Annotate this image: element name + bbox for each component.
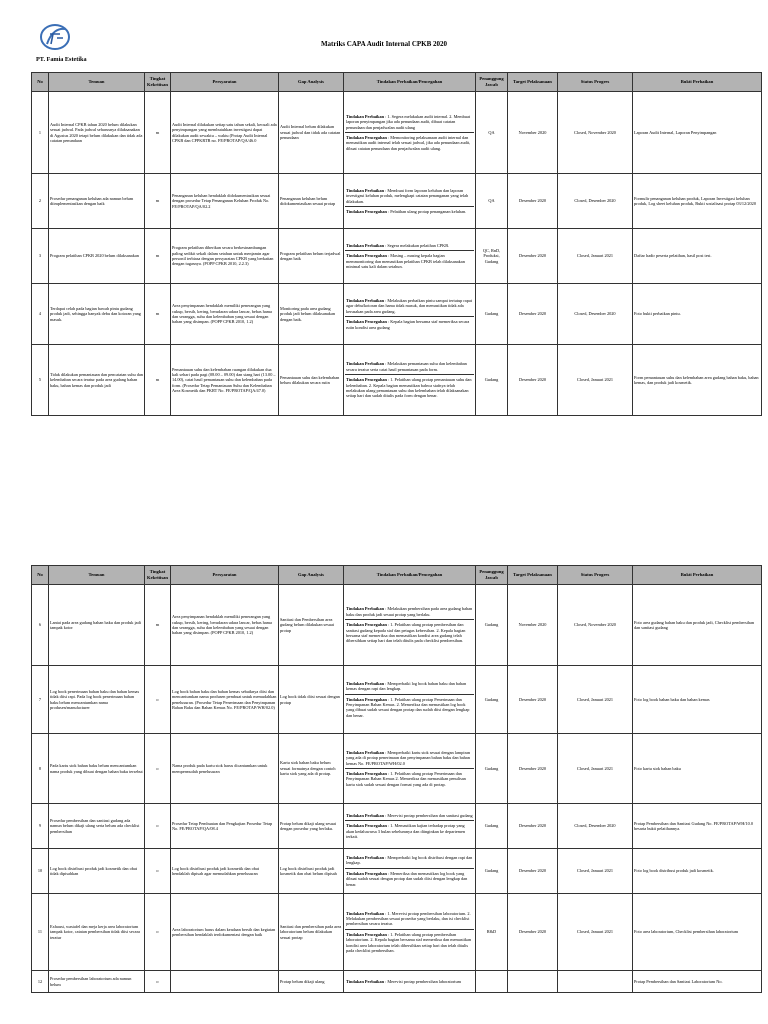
tindakan-pencegahan: [345, 694, 474, 720]
table-row: [32, 804, 762, 849]
cell-temuan: Pada kartu stok bahan baku belum mencantumkan nama produk yang dibuat dengan bahan baku tersebut: [49, 734, 145, 804]
column-header-target: Target Pelaksanaan: [508, 566, 558, 585]
cell-no: 11: [32, 894, 49, 971]
cell-no: 4: [32, 284, 49, 345]
tindakan-perbaikan: [345, 604, 474, 619]
column-header-bukti: Bukti Perbaikan: [633, 73, 762, 92]
tindakan-pencegahan: [345, 929, 474, 955]
cell-status: Closed, Desember 2020: [558, 284, 633, 345]
cell-temuan: Tidak dilakukan pemantauan dan pencatatan suhu dan kelembaban secara teratur pada area gudang bahan baku, bahan kemas dan produk jadi: [49, 345, 145, 416]
cell-persyaratan: Area penyimpanan hendaklah memiliki penerangan yang cukup, bersih, kering, berudaran udara lancar, bebas hama dan serangga, suhu dan kelembaban yang sesuai dengan bahan yang disimpan. (POPP CPKB 2010, 1.2): [171, 585, 279, 666]
tindakan-pencegahan: [345, 250, 474, 271]
column-header-kritis: Tingkat Kekritisan: [145, 73, 171, 92]
cell-kritis: m: [145, 284, 171, 345]
cell-temuan: Audit Internal CPKB tahun 2020 belum dilakukan sesuai jadwal. Pada jadwal seharusnya dilaksanakan di Agustus 2020 tetapi belum dilakukan dan tidak ada catatan penundaan: [49, 92, 145, 174]
tindakan-perbaikan-label: Tindakan Perbaikan: [346, 812, 385, 818]
cell-persyaratan: Audit Internal dilakukan setiap satu tahun sekali, kecuali ada penyimpangan yang membutuhkan investigasi dapat dilakukan audit sewaktu – waktu (Protap Audit Internal CPKB dan CPPKRTB no. FE/PROTAP/QA/46.0: [171, 92, 279, 174]
tindakan-pencegahan-label: Tindakan Pencegahan: [346, 823, 387, 829]
cell-status: Closed, Januari 2021: [558, 894, 633, 971]
tindakan-perbaikan-label: Tindakan Perbaikan: [346, 680, 385, 686]
cell-status: [558, 971, 633, 993]
cell-persyaratan: Nama produk pada kartu stok harus dicantumkan untuk mempermudah penelusuran: [171, 734, 279, 804]
cell-status: Closed, November 2020: [558, 92, 633, 174]
tindakan-perbaikan-label: Tindakan Perbaikan: [346, 855, 385, 861]
tindakan-pencegahan-label: Tindakan Pencegahan: [346, 696, 387, 702]
cell-pj: Gudang: [476, 734, 508, 804]
tindakan-pencegahan: [345, 374, 474, 400]
column-header-temuan: Temuan: [49, 566, 145, 585]
column-header-pj: Penanggung Jawab: [476, 73, 508, 92]
tindakan-perbaikan: [345, 186, 474, 206]
cell-persyaratan: Log book distribusi produk jadi kosmetik dan obat hendaklah dipisah agar memudahkan penelusuran: [171, 849, 279, 894]
tindakan-perbaikan-label: Tindakan Perbaikan: [346, 606, 385, 612]
tindakan-pencegahan-text: : 1. Pelatihan ulang protap Penerimaan dan Penyimpanan Bahan Kemas. 2. Memeriksa dan memastikan log book yang dibuat sudah sesuai dengan protap dan sudah diisi dengan lengkap dan benar.: [346, 696, 470, 718]
cell-no: 6: [32, 585, 49, 666]
cell-kritis: m: [145, 345, 171, 416]
tindakan-pencegahan-text: : Memonitoring pelaksanaan audit internal dan memastikan audit internal telah sesuai jadwal, jika ada penundaan audit, dibuat catatan penundaan dan penjadwalan audit ulang.: [346, 135, 471, 151]
cell-no: 1: [32, 92, 49, 174]
tindakan-pencegahan-label: Tindakan Pencegahan: [346, 931, 387, 937]
cell-tindakan: [344, 229, 476, 284]
cell-bukti: Protap Pembersihan dan Sanitasi Laboratorium No.: [633, 971, 762, 993]
cell-temuan: Terdapat celah pada bagian bawah pintu gudang produk jadi, sehingga banyak debu dan kotoran yang masuk.: [49, 284, 145, 345]
column-header-status: Status Progres: [558, 73, 633, 92]
tindakan-perbaikan-text: : Memperbaiki kartu stok sesuai dengan lampiran yang ada di protap penerimaan dan penyimpanan bahan baku dan bahan kemas No. FE/PROTAP/WH/02.0: [346, 749, 471, 766]
tindakan-pencegahan-label: Tindakan Pencegahan: [346, 771, 387, 776]
cell-tindakan: [344, 284, 476, 345]
cell-gap: Protap belum dikaji ulang: [279, 971, 344, 993]
cell-gap: Sanitasi dan Pembersihan area gudang belum dilakukan sesuai protap: [279, 585, 344, 666]
tindakan-perbaikan-label: Tindakan Perbaikan: [346, 910, 385, 916]
cell-status: Closed, Januari 2021: [558, 345, 633, 416]
table-row: [32, 734, 762, 804]
table-row: [32, 971, 762, 993]
cell-persyaratan: Area laboratorium harus dalam keadaan bersih dan kegiatan pembersihan hendaklah terdokumentasi dengan baik: [171, 894, 279, 971]
tindakan-perbaikan-text: : Melakukan perbaikan pintu sampai tertutup rapat agar debu/kotoran dan hama tidak masuk, dan memastikan tidak ada kerusakan pada area gudang.: [346, 298, 472, 314]
cell-status: Closed, Desember 2020: [558, 804, 633, 849]
tindakan-pencegahan-label: Tindakan Pencegahan: [346, 622, 387, 628]
tindakan-perbaikan: [345, 359, 474, 374]
cell-target: November 2020: [508, 585, 558, 666]
cell-persyaratan: Program pelatihan diberikan secara berkesinambungan paling sedikit sekali dalam setahun untuk menjamin agar personil terbiasa dengan persyaratan CPKB yang berkaitan dengan tugasnya. (POPP CPKB 2010, 2.2.3): [171, 229, 279, 284]
cell-target: November 2020: [508, 92, 558, 174]
cell-temuan: Prosedur penanganan keluhan ada namun belum diimplementasikan dengan baik: [49, 174, 145, 229]
table-row: [32, 174, 762, 229]
cell-no: 5: [32, 345, 49, 416]
cell-persyaratan: Prosedur Tetap Pembuatan dan Pengkajian Prosedur Tetap No. FE/PROTAP/QA/08.4: [171, 804, 279, 849]
cell-tindakan: [344, 174, 476, 229]
tindakan-perbaikan-text: : Merevisi protap pembersihan dan sanitasi gudang: [385, 812, 473, 818]
cell-tindakan: [344, 894, 476, 971]
cell-target: Desember 2020: [508, 666, 558, 734]
tindakan-perbaikan-label: Tindakan Perbaikan: [346, 113, 385, 119]
tindakan-perbaikan-label: Tindakan Perbaikan: [346, 298, 385, 304]
tindakan-perbaikan-text: : Memperbaiki log book bahan baku dan bahan kemas dengan rapi dan lengkap.: [346, 680, 467, 692]
cell-bukti: Foto log book distribusi produk jadi kosmetik.: [633, 849, 762, 894]
header-row: [32, 566, 762, 585]
cell-pj: QA: [476, 92, 508, 174]
cell-status: Closed, Januari 2021: [558, 229, 633, 284]
tindakan-pencegahan-text: : Pelatihan ulang protap penanganan keluhan.: [387, 208, 467, 214]
cell-status: Closed, November 2020: [558, 585, 633, 666]
cell-no: 9: [32, 804, 49, 849]
cell-kritis: o: [145, 804, 171, 849]
tindakan-perbaikan: [345, 679, 474, 694]
cell-kritis: o: [145, 666, 171, 734]
column-header-target: Target Pelaksanaan: [508, 73, 558, 92]
tindakan-perbaikan-text: : 1. Merevisi protap pembersihan laboratorium. 2. Melakukan pembersihan sesuai prosedur yang berlaku, dan isi checklist pembersihan secara teratur.: [346, 910, 471, 927]
tindakan-pencegahan: [345, 768, 474, 789]
tindakan-perbaikan: [345, 748, 474, 768]
cell-pj: Gudang: [476, 666, 508, 734]
cell-bukti: Formulir penanganan keluhan produk, Laporan Investigasi keluhan produk, Log sheet keluhan produk, Bukti sosialisasi protap 03/12/2020: [633, 174, 762, 229]
column-header-persyaratan: Persyaratan: [171, 566, 279, 585]
table-row: [32, 284, 762, 345]
tindakan-pencegahan-text: : 1. Pelatihan ulang protap pembersihan laboratorium. 2. Kepala bagian bersama staf memeriksa dan memastikan kondisi area laboratorium telah dibersihkan setiap hari dan telah ditulis pada checklist pembersihan.: [346, 931, 472, 953]
cell-kritis: m: [145, 174, 171, 229]
cell-gap: Pemantauan suhu dan kelembaban belum dilakukan secara rutin: [279, 345, 344, 416]
cell-no: 12: [32, 971, 49, 993]
tindakan-perbaikan-label: Tindakan Perbaikan: [346, 242, 385, 248]
header-row: [32, 73, 762, 92]
cell-target: Desember 2020: [508, 804, 558, 849]
cell-pj: Gudang: [476, 345, 508, 416]
tindakan-pencegahan-label: Tindakan Pencegahan: [346, 319, 387, 325]
cell-tindakan: [344, 804, 476, 849]
table-row: [32, 666, 762, 734]
cell-kritis: o: [145, 894, 171, 971]
cell-gap: Log book distribusi produk jadi kosmetik dan obat belum dipisah: [279, 849, 344, 894]
tindakan-perbaikan-text: : Membuat form laporan keluhan dan laporan investigasi keluhan produk, melengkapi catatan penanganan yang telah dilakukan.: [346, 187, 469, 204]
cell-bukti: Foto bukti perbaikan pintu.: [633, 284, 762, 345]
cell-no: 8: [32, 734, 49, 804]
tindakan-perbaikan: [345, 241, 474, 250]
cell-temuan: Log book distribusi produk jadi kosmetik dan obat tidak dipisahkan: [49, 849, 145, 894]
cell-target: [508, 971, 558, 993]
cell-no: 7: [32, 666, 49, 734]
table-row: [32, 229, 762, 284]
tindakan-pencegahan-text: : 1. Memastikan kajian terhadap protap yang akan kedaluwarsa 3 bulan sebelumnya dan diinginkan ke departemen terkait.: [346, 823, 466, 839]
cell-gap: Monitoring pada area gudang produk jadi belum dilaksanakan dengan baik.: [279, 284, 344, 345]
table-row: [32, 849, 762, 894]
cell-temuan: Program pelatihan CPKB 2020 belum dilaksanakan: [49, 229, 145, 284]
cell-temuan: Exhaust, wastafel dan meja kerja area laboratorium tampak kotor, catatan pembersihan tidak diisi secara teratur: [49, 894, 145, 971]
cell-persyaratan: Penanganan keluhan hendaklah didokumentasikan sesuai dengan prosedur Tetap Penanganan Keluhan Produk No. FE/PROTAP/QA/02.2: [171, 174, 279, 229]
tindakan-perbaikan-text: : Segera melakukan pelatihan CPKB.: [385, 242, 450, 248]
cell-persyaratan: Log book bahan baku dan bahan kemas sebaiknya diisi dan mencantumkan nama produsen pembuat untuk memudahkan penelusuran. (Prosedur Tetap Penerimaan dan Penyimpanan Bahan Baku dan Bahan Kemas No. FE/PROTAP/WH/02.0): [171, 666, 279, 734]
cell-no: 10: [32, 849, 49, 894]
cell-bukti: Laporan Audit Internal, Laporan Penyimpangan: [633, 92, 762, 174]
tindakan-pencegahan-text: : Memeriksa dan memastikan log book yang dibuat sudah sesuai dengan protap dan sudah diisi dengan lengkap dan benar.: [346, 870, 468, 887]
cell-tindakan: [344, 734, 476, 804]
cell-gap: Penanganan keluhan belum didokumentasikan sesuai protap: [279, 174, 344, 229]
tindakan-pencegahan: [345, 206, 474, 216]
cell-status: Closed, Januari 2021: [558, 734, 633, 804]
tindakan-perbaikan-label: Tindakan Perbaikan: [346, 978, 385, 984]
cell-kritis: o: [145, 734, 171, 804]
tindakan-pencegahan-text: : Masing – masing kepala bagian memmonitoring dan memastikan pelatihan CPKB telah dilaksanakan minimal satu kali dalam setahun.: [346, 253, 465, 269]
tindakan-perbaikan: [345, 977, 474, 986]
tindakan-pencegahan: [345, 619, 474, 645]
cell-no: 2: [32, 174, 49, 229]
cell-gap: Kartu stok bahan baku belum sesuai formatnya dengan contoh kartu stok yang ada di protap.: [279, 734, 344, 804]
capa-table-1: [31, 72, 762, 416]
cell-gap: Program pelatihan belum terjadwal dengan baik: [279, 229, 344, 284]
column-header-no: No: [32, 73, 49, 92]
column-header-temuan: Temuan: [49, 73, 145, 92]
cell-target: Desember 2020: [508, 284, 558, 345]
cell-persyaratan: [171, 971, 279, 993]
cell-gap: Audit Internal belum dilakukan sesuai jadwal dan tidak ada catatan penundaan: [279, 92, 344, 174]
cell-tindakan: [344, 92, 476, 174]
cell-pj: Gudang: [476, 849, 508, 894]
company-name: PT. Famia Estetika: [36, 56, 87, 63]
tindakan-pencegahan-text: : 1. Pelatihan ulang protap pembersihan dan sanitasi gudang kepada staf dan petugas kebersihan. 2. Kepala bagian bersama staf memeriksa dan memastikan kondisi area gudang telah dibersihkan setiap hari dan telah ditulis pada checklist pembersihan.: [346, 622, 466, 644]
cell-persyaratan: Pemantauan suhu dan kelembaban ruangan dilakukan dua kali sehari pada pagi (08.00 – 09.00) dan siang hari (13.00 – 14.00), catat hasil pemantauan suhu dan kelembaban pada form. (Prosedur Tetap Pemantauan Suhu dan Kelembaban Area Kosmetik dan PKRT No. FE/PROTAP/QA/47.0): [171, 345, 279, 416]
tindakan-perbaikan-text: : Melakukan pembersihan pada area gudang bahan baku dan produk jadi sesuai protap yang berlaku.: [346, 606, 473, 617]
tindakan-perbaikan-label: Tindakan Perbaikan: [346, 187, 385, 193]
column-header-gap: Gap Analysis: [279, 566, 344, 585]
cell-pj: Gudang: [476, 804, 508, 849]
column-header-status: Status Progres: [558, 566, 633, 585]
tindakan-perbaikan-text: : Memperbaiki log book distribusi dengan rapi dan lengkap.: [346, 855, 473, 866]
table-row: [32, 894, 762, 971]
tindakan-pencegahan: [345, 820, 474, 841]
tindakan-perbaikan: [345, 853, 474, 868]
table-row: [32, 92, 762, 174]
column-header-pj: Penanggung Jawab: [476, 566, 508, 585]
table-row: [32, 585, 762, 666]
cell-pj: R&D: [476, 894, 508, 971]
cell-temuan: Log book penerimaan bahan baku dan bahan kemas tidak diisi rapi. Pada log book penerimaan bahan baku belum mencantumkan nama produsen/manufacturer: [49, 666, 145, 734]
tindakan-perbaikan: [345, 112, 474, 132]
tindakan-perbaikan: [345, 909, 474, 929]
tindakan-pencegahan: [345, 132, 474, 153]
cell-tindakan: [344, 585, 476, 666]
cell-pj: QC, RnD, Produksi, Gudang: [476, 229, 508, 284]
cell-target: Desember 2020: [508, 849, 558, 894]
tindakan-perbaikan-text: : 1. Segera melakukan audit internal. 2. Membuat laporan penyimpangan jika ada penundaan audit, dibuat catatan penundaan dan penjadwalan audit ulang: [346, 113, 471, 130]
tindakan-perbaikan-text: : Merevisi protap pembersihan laboratorium: [385, 978, 461, 984]
cell-no: 3: [32, 229, 49, 284]
cell-bukti: Foto log book bahan baku dan bahan kemas: [633, 666, 762, 734]
capa-table-2: [31, 565, 762, 993]
cell-temuan: Lantai pada area gudang bahan baku dan produk jadi tampak kotor: [49, 585, 145, 666]
tindakan-perbaikan: [345, 811, 474, 820]
column-header-persyaratan: Persyaratan: [171, 73, 279, 92]
cell-target: Desember 2020: [508, 734, 558, 804]
cell-bukti: Protap Pembersihan dan Sanitasi Gudang No. FE/PROTAP/WH/10.0 besarta bukti pelatihannya.: [633, 804, 762, 849]
cell-tindakan: [344, 849, 476, 894]
cell-bukti: Foto area laboratorium, Checklist pembersihan laboratorium: [633, 894, 762, 971]
cell-kritis: m: [145, 585, 171, 666]
tindakan-pencegahan-text: : 1. Pelatihan ulang protap pemantauan suhu dan kelembaban. 2. Kepala bagian memastikan bahwa stafnya telah melakukan ulang pemantauan suhu dan kelembaban telah dilaksanakan setiap hari dan sudah ditulis pada form dengan benar.: [346, 377, 472, 399]
cell-bukti: Foto kartu stok bahan baku: [633, 734, 762, 804]
tindakan-pencegahan-label: Tindakan Pencegahan: [346, 135, 387, 140]
cell-bukti: Daftar hadir peserta pelatihan, hasil post test.: [633, 229, 762, 284]
tindakan-perbaikan-label: Tindakan Perbaikan: [346, 749, 385, 755]
tindakan-perbaikan-label: Tindakan Perbaikan: [346, 361, 385, 367]
tindakan-pencegahan: [345, 868, 474, 889]
cell-bukti: Foto area gudang bahan baku dan produk jadi, Checklist pembersihan dan sanitasi gudang: [633, 585, 762, 666]
cell-pj: QA: [476, 174, 508, 229]
cell-temuan: Prosedur pembersihan dan sanitasi gudang ada namun belum dikaji ulang serta belum ada checklist pembersihan: [49, 804, 145, 849]
cell-target: Desember 2020: [508, 345, 558, 416]
cell-kritis: o: [145, 971, 171, 993]
cell-target: Desember 2020: [508, 174, 558, 229]
cell-kritis: m: [145, 229, 171, 284]
tindakan-perbaikan-text: : Melakukan pemantauan suhu dan kelembaban secara teratur serta catat hasil pemantauan pada form.: [346, 361, 467, 372]
cell-target: Desember 2020: [508, 894, 558, 971]
cell-pj: [476, 971, 508, 993]
table-row: [32, 345, 762, 416]
column-header-no: No: [32, 566, 49, 585]
column-header-gap: Gap Analysis: [279, 73, 344, 92]
tindakan-pencegahan-label: Tindakan Pencegahan: [346, 253, 387, 259]
column-header-tindakan: Tindakan Perbaikan/Pencegahan: [344, 566, 476, 585]
cell-pj: Gudang: [476, 585, 508, 666]
cell-tindakan: [344, 971, 476, 993]
cell-pj: Gudang: [476, 284, 508, 345]
cell-tindakan: [344, 666, 476, 734]
tindakan-pencegahan-label: Tindakan Pencegahan: [346, 870, 387, 876]
cell-gap: Protap belum dikaji ulang sesuai dengan prosedur yang berlaku.: [279, 804, 344, 849]
tindakan-pencegahan-text: : 1. Pelatihan ulang protap Penerimaan dan Penyimpanan Bahan Kemas 2. Memeriksa dan memastikan penulisan kartu stok sudah sesuai dengan format yang ada di protap.: [346, 771, 466, 787]
column-header-bukti: Bukti Perbaikan: [633, 566, 762, 585]
cell-gap: Log book tidak diisi sesuai dengan protap: [279, 666, 344, 734]
cell-kritis: m: [145, 92, 171, 174]
cell-status: Closed, Desember 2020: [558, 174, 633, 229]
cell-bukti: Form pemantauan suhu dan kelembaban area gudang bahan baku, bahan kemas, dan produk jadi kosmetik.: [633, 345, 762, 416]
cell-status: Closed, Januari 2021: [558, 849, 633, 894]
tindakan-pencegahan-label: Tindakan Pencegahan: [346, 377, 387, 383]
cell-tindakan: [344, 345, 476, 416]
cell-gap: Sanitasi dan pembersihan pada area laboratorium belum dilakukan sesuai protap: [279, 894, 344, 971]
cell-kritis: o: [145, 849, 171, 894]
tindakan-pencegahan-label: Tindakan Pencegahan: [346, 208, 387, 214]
cell-temuan: Prosedur pembersihan laboratorium ada namun belum: [49, 971, 145, 993]
column-header-tindakan: Tindakan Perbaikan/Pencegahan: [344, 73, 476, 92]
cell-persyaratan: Area penyimpanan hendaklah memiliki penerangan yang cukup, bersih, kering, berudaran udara lancar, bebas hama dan serangga, suhu dan kelembaban yang sesuai dengan bahan yang disimpan. (POPP CPKB 2010, 1.2): [171, 284, 279, 345]
column-header-kritis: Tingkat Kekritisan: [145, 566, 171, 585]
tindakan-pencegahan: [345, 316, 474, 332]
page-title: Matriks CAPA Audit Internal CPKB 2020: [320, 40, 448, 48]
tindakan-pencegahan-text: : Kepala bagian bersama staf memeriksa secara rutin kondisi area gudang: [346, 319, 470, 330]
tindakan-perbaikan: [345, 296, 474, 316]
cell-status: Closed, Januari 2021: [558, 666, 633, 734]
cell-target: Desember 2020: [508, 229, 558, 284]
